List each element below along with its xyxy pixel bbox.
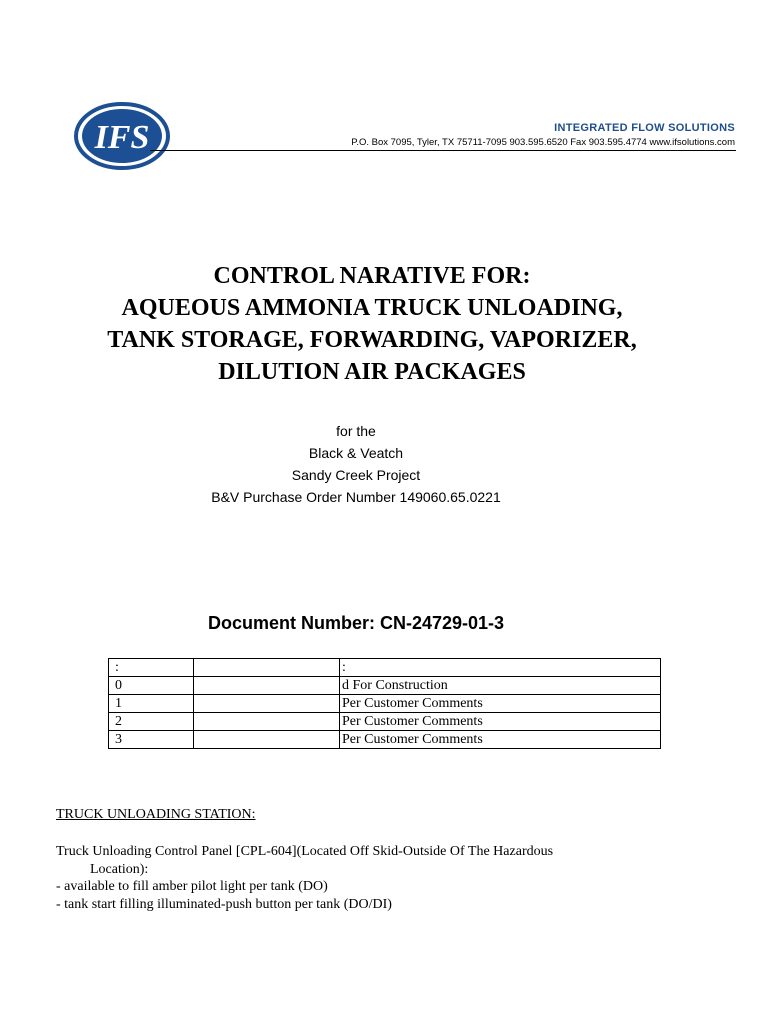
ifs-logo bbox=[74, 102, 170, 170]
body-line: - tank start filling illuminated-push button per tank (DO/DI) bbox=[56, 896, 392, 912]
revision-description: Per Customer Comments bbox=[340, 731, 661, 749]
title-line-4: DILUTION AIR PACKAGES bbox=[218, 359, 526, 385]
body-line: - available to fill amber pilot light per tank (DO) bbox=[56, 879, 328, 894]
title-line-3: TANK STORAGE, FORWARDING, VAPORIZER, bbox=[107, 327, 637, 353]
revision-description: Per Customer Comments bbox=[340, 695, 661, 713]
company-address: P.O. Box 7095, Tyler, TX 75711-7095 903.595.6520 Fax 903.595.4774 www.ifsolutions.com bbox=[351, 137, 735, 148]
body-line-continued: Location): bbox=[90, 861, 149, 877]
revision-header-cell: : bbox=[340, 659, 661, 677]
logo-text: IFS bbox=[94, 119, 150, 156]
revision-row bbox=[109, 731, 661, 749]
revision-header-cell bbox=[194, 659, 340, 677]
revision-header-row bbox=[109, 659, 661, 677]
revision-date bbox=[194, 731, 340, 749]
revision-row bbox=[109, 695, 661, 713]
revision-row bbox=[109, 713, 661, 731]
revision-number: 2 bbox=[109, 713, 194, 731]
header-divider bbox=[150, 150, 736, 151]
revision-number: 3 bbox=[109, 731, 194, 749]
revision-header-cell: : bbox=[109, 659, 194, 677]
revision-row bbox=[109, 677, 661, 695]
section-heading: TRUCK UNLOADING STATION: bbox=[56, 807, 256, 822]
revision-description: Per Customer Comments bbox=[340, 713, 661, 731]
document-number: Document Number: CN-24729-01-3 bbox=[207, 613, 505, 633]
revision-table bbox=[108, 658, 661, 749]
body-line: Truck Unloading Control Panel [CPL-604](Located Off Skid-Outside Of The Hazardous bbox=[56, 844, 554, 859]
revision-number: 1 bbox=[109, 695, 194, 713]
revision-description: d For Construction bbox=[340, 677, 661, 695]
revision-date bbox=[194, 695, 340, 713]
for-the-label: for the bbox=[336, 423, 376, 439]
revision-date bbox=[194, 677, 340, 695]
section-body bbox=[56, 843, 656, 913]
company-name: INTEGRATED FLOW SOLUTIONS bbox=[554, 122, 735, 134]
revision-date bbox=[194, 713, 340, 731]
document-title bbox=[0, 260, 744, 388]
project-name: Sandy Creek Project bbox=[291, 467, 421, 483]
title-line-2: AQUEOUS AMMONIA TRUCK UNLOADING, bbox=[121, 295, 623, 321]
client-name: Black & Veatch bbox=[308, 445, 404, 461]
revision-number: 0 bbox=[109, 677, 194, 695]
purchase-order: B&V Purchase Order Number 149060.65.0221 bbox=[211, 489, 501, 505]
title-line-1: CONTROL NARATIVE FOR: bbox=[213, 263, 531, 289]
client-info bbox=[0, 420, 712, 508]
